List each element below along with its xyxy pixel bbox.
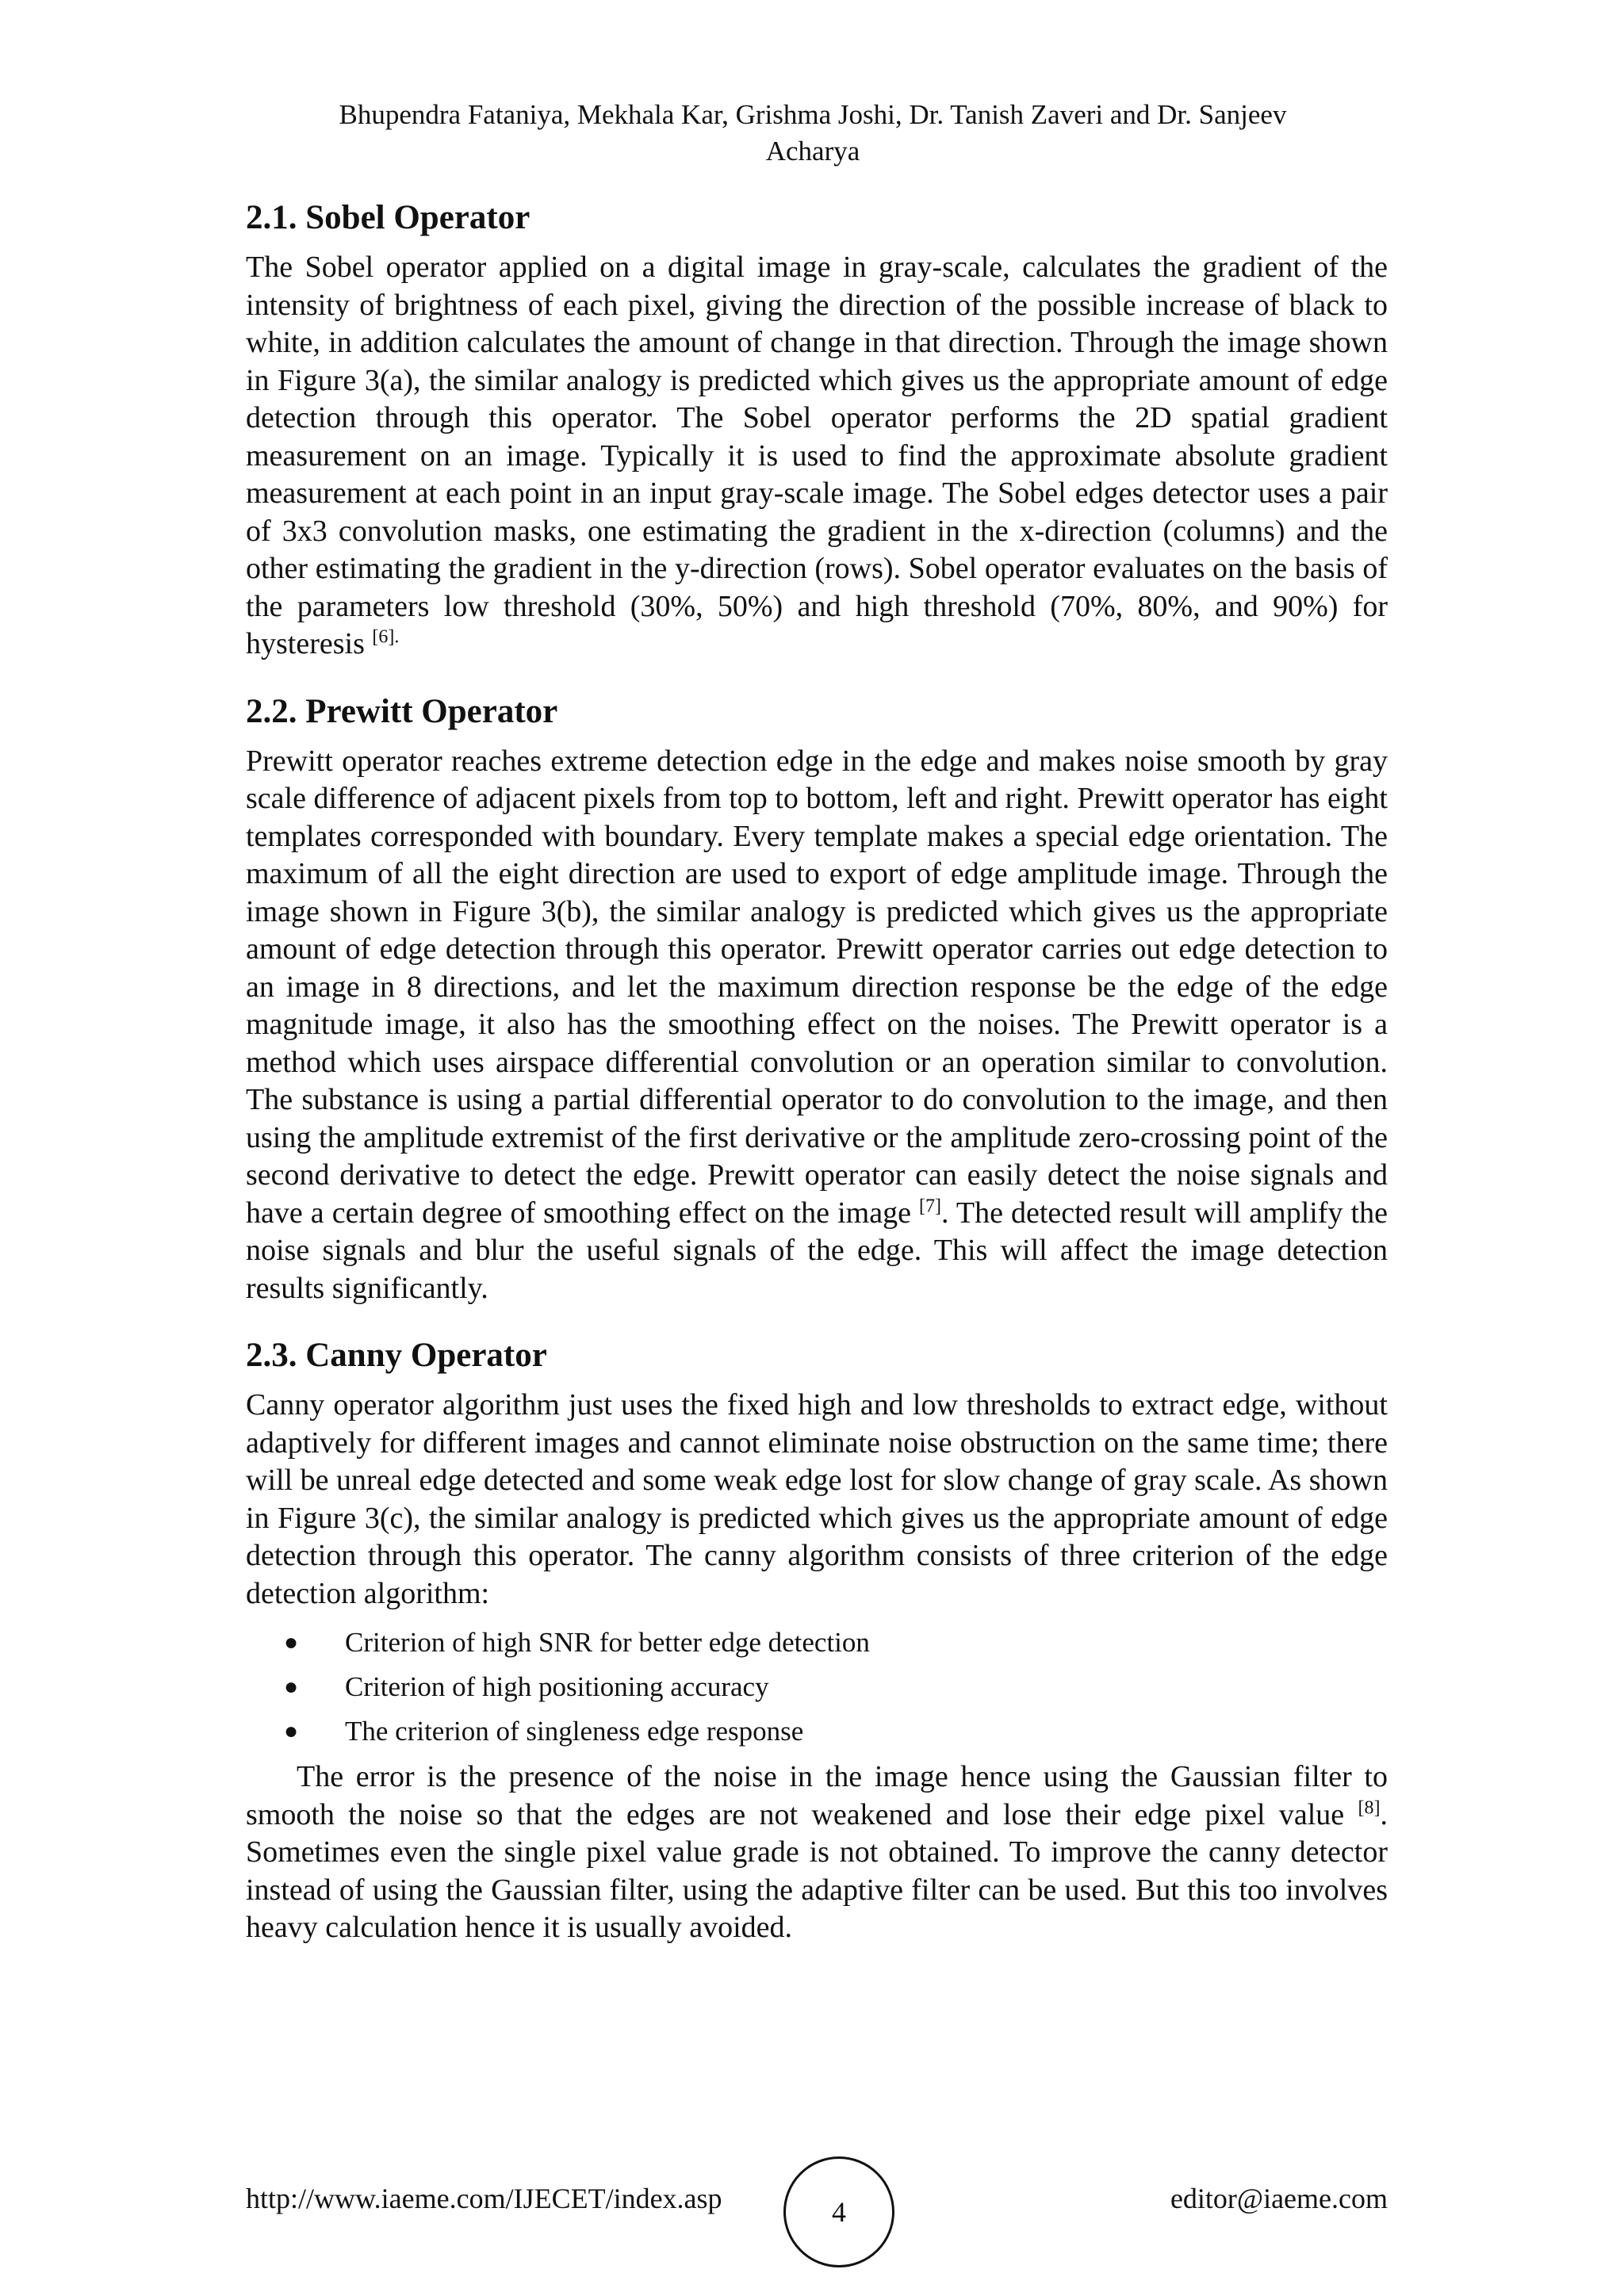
list-item [246, 1665, 1388, 1709]
list-item-text: The criterion of singleness edge response [345, 1716, 804, 1747]
list-item-text: Criterion of high SNR for better edge detection [345, 1627, 870, 1658]
page-number-circle [783, 2156, 894, 2267]
citation-7: [7] [919, 1195, 941, 1216]
section-title-sobel: 2.1. Sobel Operator [246, 199, 530, 236]
footer-url-link[interactable]: http://www.iaeme.com/IJECET/index.asp [246, 2183, 722, 2214]
paragraph-prewitt-text: Prewitt operator reaches extreme detection edge in the edge and makes noise smooth by gray scale difference of adjacent pixels from top to bottom, left and right. Prewitt operator has eight templates corresponded with boundary. Every template makes a special edge orientation. The maximum of all the eight direction are used to export of edge amplitude image. Through the image shown in Figure 3(b), the similar analogy is predicted which gives us the appropriate amount of edge detection through this operator. Prewitt operator carries out edge detection to an image in 8 directions, and let the maximum direction response be the edge of the edge magnitude image, it also has the smoothing effect on the noises. The Prewitt operator is a method which uses airspace differential convolution or an operation similar to convolution. The substance is using a partial differential operator to do convolution to the image, and then using the amplitude extremist of the first derivative or the amplitude zero-crossing point of the second derivative to detect the edge. Prewitt operator can easily detect the noise signals and have a certain degree of smoothing effect on the image [246, 744, 1388, 1230]
list-item-text: Criterion of high positioning accuracy [345, 1671, 769, 1702]
paragraph-sobel-text: The Sobel operator applied on a digital image in gray-scale, calculates the gradient of the intensity of brightness of each pixel, giving the direction of the possible increase of black to white, in addition calculates the amount of change in that direction. Through the image shown in Figure 3(a), the similar analogy is predicted which gives us the appropriate amount of edge detection through this operator. The Sobel operator performs the 2D spatial gradient measurement on an image. Typically it is used to find the approximate absolute gradient measurement at each point in an input gray-scale image. The Sobel edges detector uses a pair of 3x3 convolution masks, one estimating the gradient in the x-direction (columns) and the other estimating the gradient in the y-direction (rows). Sobel operator evaluates on the basis of the parameters low threshold (30%, 50%) and high threshold (70%, 80%, and 90%) for hysteresis [246, 251, 1388, 660]
page-footer [246, 2156, 1388, 2244]
paragraph-canny-2-text-after: . Sometimes even the single pixel value grade is not obtained. To improve the canny detector instead of using the Gaussian filter, using the adaptive filter can be used. But this too involves heavy calculation hence it is usually avoided. [246, 1797, 1388, 1944]
section-title-canny: 2.3. Canny Operator [246, 1337, 547, 1374]
list-item [246, 1709, 1388, 1754]
paragraph-prewitt-text-after: . The detected result will amplify the noise signals and blur the useful signals of the edge. This will affect the image detection results significantly. [246, 1196, 1388, 1305]
header-authors-line2: Acharya [765, 136, 860, 166]
citation-8: [8] [1358, 1797, 1381, 1818]
criteria-list [246, 1621, 1388, 1754]
main-content [246, 195, 1388, 1973]
section-prewitt [246, 689, 1388, 1308]
section-canny [246, 1333, 1388, 1947]
footer-email-link[interactable]: editor@iaeme.com [1170, 2183, 1388, 2214]
bullet-icon: ● [284, 1629, 299, 1655]
paragraph-prewitt [246, 743, 1388, 1308]
bullet-icon: ● [284, 1718, 299, 1744]
running-header [238, 97, 1388, 170]
bullet-icon: ● [284, 1674, 299, 1700]
paragraph-sobel [246, 249, 1388, 664]
header-authors-line1: Bhupendra Fataniya, Mekhala Kar, Grishma Joshi, Dr. Tanish Zaveri and Dr. Sanjeev [339, 99, 1287, 130]
list-item [246, 1621, 1388, 1665]
section-title-prewitt: 2.2. Prewitt Operator [246, 692, 558, 730]
paragraph-canny: Canny operator algorithm just uses the fixed high and low thresholds to extract edge, without adaptively for different images and cannot eliminate noise obstruction on the same time; there will be unreal edge detected and some weak edge lost for slow change of gray scale. As shown in Figure 3(c), the similar analogy is predicted which gives us the appropriate amount of edge detection through this operator. The canny algorithm consists of three criterion of the edge detection algorithm: [246, 1388, 1388, 1610]
citation-6: [6]. [372, 626, 400, 648]
section-sobel [246, 195, 1388, 664]
paragraph-canny-2 [246, 1758, 1388, 1947]
page-number: 4 [832, 2196, 846, 2228]
paragraph-canny-2-text: The error is the presence of the noise in the image hence using the Gaussian filter to smooth the noise so that the edges are not weakened and lose their edge pixel value [246, 1760, 1388, 1831]
